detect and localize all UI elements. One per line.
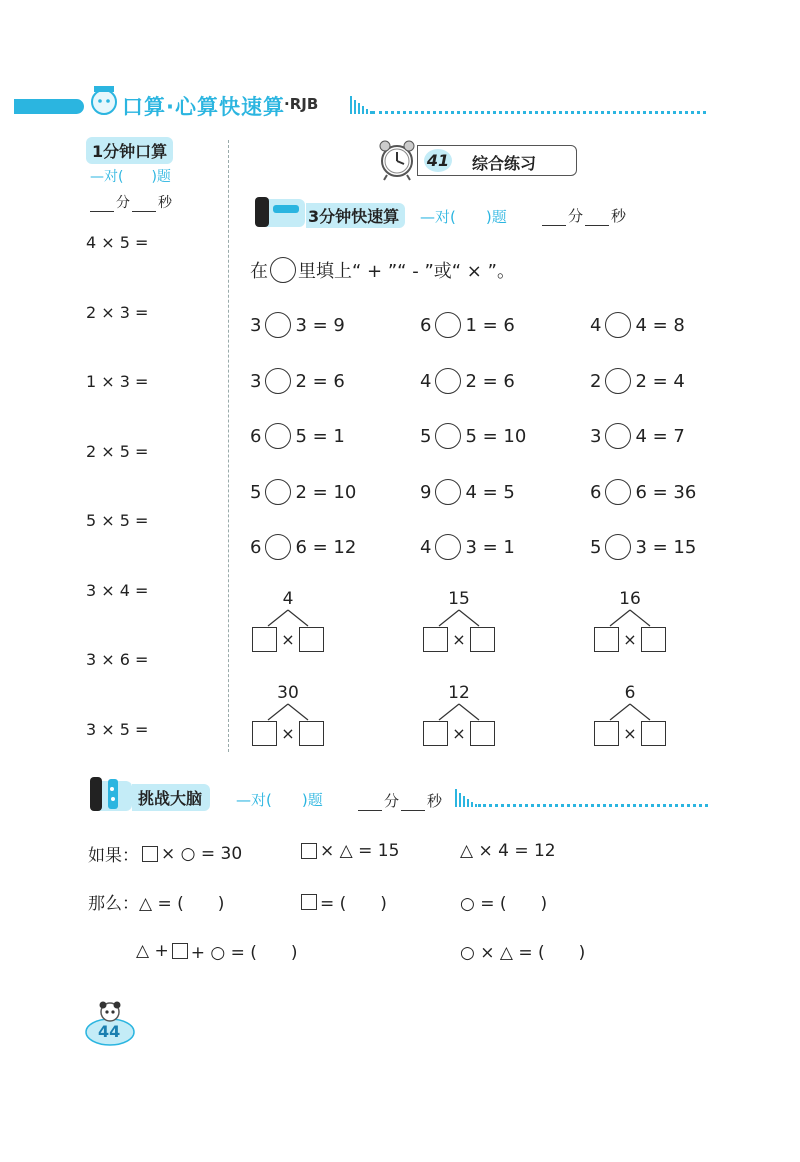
column-divider bbox=[228, 140, 229, 752]
challenge-if-equation-2: × △ = 15 bbox=[298, 841, 399, 861]
answer-box[interactable] bbox=[641, 627, 666, 652]
answer-circle[interactable] bbox=[435, 312, 461, 338]
answer-box[interactable] bbox=[423, 627, 448, 652]
left-equation: 1 × 3 = bbox=[86, 372, 149, 391]
circle-equation: 2 2 = 4 bbox=[590, 368, 685, 394]
answer-box[interactable] bbox=[594, 627, 619, 652]
lesson-number: 41 bbox=[424, 149, 452, 172]
speed-score-label: —对( )题 bbox=[420, 208, 507, 226]
challenge-sum-equation: △ + + ○ = ( ) bbox=[136, 940, 298, 963]
square-shape bbox=[172, 943, 188, 959]
tree-product: 6 bbox=[624, 683, 636, 703]
answer-box[interactable] bbox=[252, 721, 277, 746]
tree-branches bbox=[429, 703, 489, 721]
left-equation: 4 × 5 = bbox=[86, 233, 149, 252]
factor-tree: 16 × bbox=[588, 589, 672, 652]
square-shape bbox=[142, 846, 158, 862]
answer-circle[interactable] bbox=[605, 534, 631, 560]
left-equation: 3 × 6 = bbox=[86, 650, 149, 669]
alarm-clock-icon bbox=[377, 137, 417, 181]
answer-circle[interactable] bbox=[435, 368, 461, 394]
challenge-score-label: —对( )题 bbox=[236, 791, 323, 809]
header-bars-decoration bbox=[350, 96, 372, 114]
speed-instruction: 在 里填上“ + ”“ - ”或“ × ”。 bbox=[250, 257, 515, 283]
circle-equation: 5 5 = 10 bbox=[420, 423, 526, 449]
factor-tree: 4 × bbox=[246, 589, 330, 652]
tree-branches bbox=[258, 609, 318, 627]
answer-circle[interactable] bbox=[605, 368, 631, 394]
tree-branches bbox=[258, 703, 318, 721]
giraffe-icon bbox=[88, 775, 132, 815]
circle-equation: 4 3 = 1 bbox=[420, 534, 515, 560]
tree-branches bbox=[600, 703, 660, 721]
answer-circle[interactable] bbox=[435, 423, 461, 449]
answer-box[interactable] bbox=[299, 627, 324, 652]
square-shape bbox=[301, 843, 317, 859]
answer-circle[interactable] bbox=[270, 257, 296, 283]
edition-label: ·RJB bbox=[284, 95, 319, 113]
circle-equation: 5 3 = 15 bbox=[590, 534, 696, 560]
lesson-title: 综合练习 bbox=[472, 154, 537, 173]
header-dotted-line bbox=[372, 111, 706, 114]
challenge-product-equation: ○ × △ = ( ) bbox=[460, 943, 586, 963]
circle-equation: 3 3 = 9 bbox=[250, 312, 345, 338]
answer-box[interactable] bbox=[252, 627, 277, 652]
page-number: 44 bbox=[98, 1022, 121, 1041]
challenge-answer-triangle: 那么： △ = ( ) bbox=[88, 894, 225, 914]
answer-box[interactable] bbox=[470, 721, 495, 746]
challenge-if-equation-1: 如果： × ○ = 30 bbox=[88, 843, 243, 866]
left-equation: 3 × 4 = bbox=[86, 581, 149, 600]
left-equation: 2 × 3 = bbox=[86, 303, 149, 322]
answer-box[interactable] bbox=[470, 627, 495, 652]
challenge-answer-circle: ○ = ( ) bbox=[460, 894, 548, 914]
answer-circle[interactable] bbox=[605, 312, 631, 338]
mascot-icon bbox=[86, 80, 122, 120]
answer-circle[interactable] bbox=[605, 479, 631, 505]
answer-circle[interactable] bbox=[265, 479, 291, 505]
square-shape bbox=[301, 894, 317, 910]
section-tab-icon bbox=[255, 195, 307, 231]
challenge-if-equation-3: △ × 4 = 12 bbox=[460, 841, 556, 861]
answer-circle[interactable] bbox=[265, 368, 291, 394]
tree-product: 4 bbox=[282, 589, 294, 609]
challenge-dotted-line bbox=[478, 804, 708, 807]
factor-tree: 30 × bbox=[246, 683, 330, 746]
answer-circle[interactable] bbox=[435, 479, 461, 505]
circle-equation: 3 2 = 6 bbox=[250, 368, 345, 394]
answer-circle[interactable] bbox=[265, 534, 291, 560]
answer-circle[interactable] bbox=[265, 312, 291, 338]
left-section-title: 1分钟口算 bbox=[86, 137, 173, 164]
challenge-bars-decoration bbox=[455, 789, 477, 807]
circle-equation: 6 6 = 12 bbox=[250, 534, 356, 560]
circle-equation: 6 1 = 6 bbox=[420, 312, 515, 338]
tree-product: 16 bbox=[619, 589, 641, 609]
header-bar bbox=[14, 99, 84, 114]
circle-equation: 3 4 = 7 bbox=[590, 423, 685, 449]
circle-equation: 4 2 = 6 bbox=[420, 368, 515, 394]
factor-tree: 15 × bbox=[417, 589, 501, 652]
circle-equation: 4 4 = 8 bbox=[590, 312, 685, 338]
answer-circle[interactable] bbox=[605, 423, 631, 449]
circle-equation: 9 4 = 5 bbox=[420, 479, 515, 505]
speed-section-title: 3分钟快速算 bbox=[306, 203, 405, 228]
answer-circle[interactable] bbox=[265, 423, 291, 449]
tree-product: 12 bbox=[448, 683, 470, 703]
left-time: 分 秒 bbox=[88, 192, 172, 212]
answer-box[interactable] bbox=[641, 721, 666, 746]
challenge-answer-square: = ( ) bbox=[298, 889, 387, 914]
challenge-section-title: 挑战大脑 bbox=[132, 784, 210, 811]
factor-tree: 12 × bbox=[417, 683, 501, 746]
left-equation: 5 × 5 = bbox=[86, 511, 149, 530]
left-score-label: —对( )题 bbox=[90, 169, 171, 185]
left-equation: 3 × 5 = bbox=[86, 720, 149, 739]
speed-time: 分 秒 bbox=[540, 205, 626, 226]
circle-equation: 6 6 = 36 bbox=[590, 479, 696, 505]
answer-box[interactable] bbox=[423, 721, 448, 746]
tree-branches bbox=[429, 609, 489, 627]
factor-tree: 6 × bbox=[588, 683, 672, 746]
tree-product: 30 bbox=[277, 683, 299, 703]
circle-equation: 6 5 = 1 bbox=[250, 423, 345, 449]
left-equation: 2 × 5 = bbox=[86, 442, 149, 461]
book-title: 口算·心算快速算 bbox=[122, 95, 285, 119]
answer-box[interactable] bbox=[299, 721, 324, 746]
answer-circle[interactable] bbox=[435, 534, 461, 560]
tree-branches bbox=[600, 609, 660, 627]
tree-product: 15 bbox=[448, 589, 470, 609]
challenge-time: 分 秒 bbox=[356, 790, 442, 811]
answer-box[interactable] bbox=[594, 721, 619, 746]
circle-equation: 5 2 = 10 bbox=[250, 479, 356, 505]
